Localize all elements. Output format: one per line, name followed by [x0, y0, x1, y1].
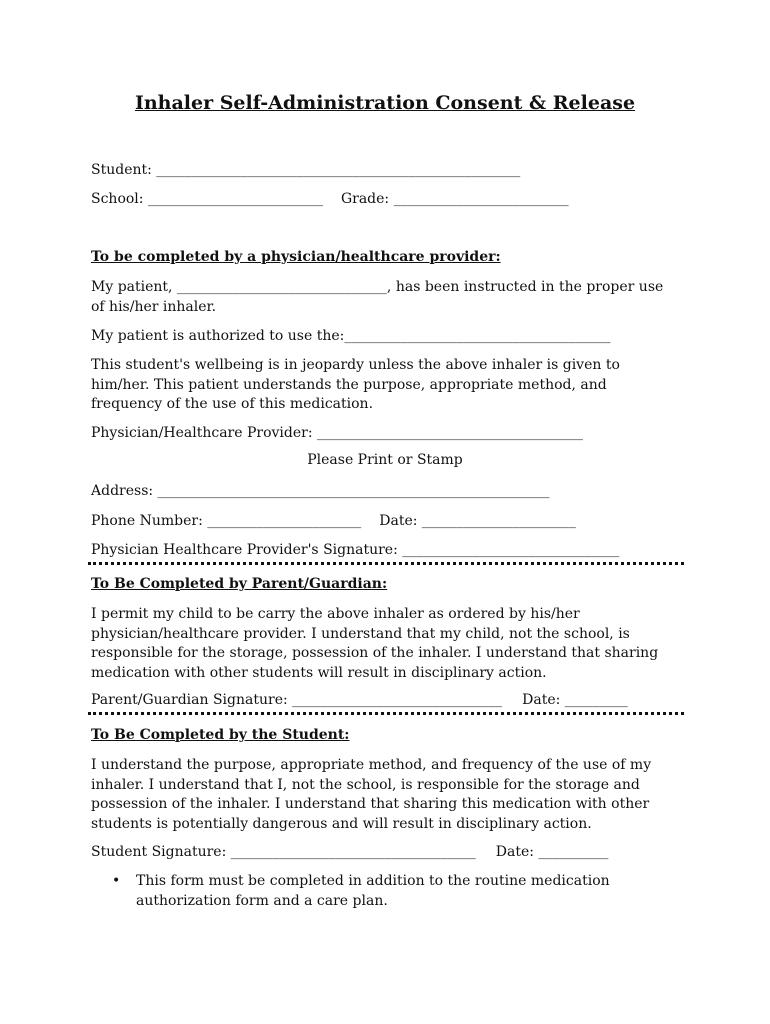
- student-signature-row: [91, 842, 681, 862]
- section-divider: [88, 562, 684, 565]
- address-field[interactable]: Address: ________________________________________________________: [91, 483, 550, 499]
- patient-instructed-field[interactable]: My patient, ______________________________, has been instructed in the proper use of his/her inhaler.: [91, 279, 664, 315]
- parent-section-heading: To Be Completed by Parent/Guardian:: [91, 576, 388, 592]
- provider-signature-field[interactable]: Physician Healthcare Provider's Signature: _______________________________: [91, 542, 620, 558]
- parent-permission-statement: I permit my child to be carry the above inhaler as ordered by his/her physician/healthcare provider. I understand that my child, not the school, is responsible for the storage, possession of the inhaler. I understand that sharing medication with other students will result in disciplinary action.: [91, 606, 659, 681]
- grade-field[interactable]: Grade: _________________________: [340, 191, 569, 207]
- parent-signature-row: [91, 690, 681, 710]
- student-understanding-statement: I understand the purpose, appropriate method, and frequency of the use of my inhaler. I understand that I, not the school, is responsible for the storage and possession of the inhaler. I understand that sharing this medication with other students is potentially dangerous and will result in disciplinary action.: [91, 757, 652, 832]
- school-field[interactable]: School: _________________________: [91, 191, 323, 207]
- student-section-heading: To Be Completed by the Student:: [91, 727, 350, 743]
- form-title: Inhaler Self-Administration Consent & Release: [134, 92, 636, 114]
- parent-date-field[interactable]: Date: _________: [522, 692, 628, 708]
- physician-date-field[interactable]: Date: ______________________: [379, 513, 576, 529]
- form-note-text: This form must be completed in addition to the routine medication authorization form and a care plan.: [136, 873, 610, 909]
- provider-name-field[interactable]: Physician/Healthcare Provider: ______________________________________: [91, 425, 584, 441]
- authorized-inhaler-field[interactable]: My patient is authorized to use the:______________________________________: [91, 328, 611, 344]
- form-note: [112, 872, 682, 911]
- physician-section-heading: To be completed by a physician/healthcare provider:: [91, 249, 501, 265]
- section-divider: [88, 712, 684, 715]
- student-name-field[interactable]: Student: ____________________________________________________: [91, 162, 521, 178]
- school-grade-row: [91, 189, 681, 209]
- student-date-field[interactable]: Date: __________: [495, 844, 609, 860]
- wellbeing-statement: This student's wellbeing is in jeopardy unless the above inhaler is given to him/her. This patient understands the purpose, appropriate method, and frequency of the use of this medication.: [91, 357, 620, 412]
- phone-date-row: [91, 511, 681, 531]
- phone-number-field[interactable]: Phone Number: ______________________: [91, 513, 362, 529]
- print-or-stamp-label: Please Print or Stamp: [307, 452, 463, 468]
- bullet-icon: •: [112, 873, 121, 889]
- parent-signature-field[interactable]: Parent/Guardian Signature: ______________________________: [91, 692, 503, 708]
- student-signature-field[interactable]: Student Signature: ___________________________________: [91, 844, 476, 860]
